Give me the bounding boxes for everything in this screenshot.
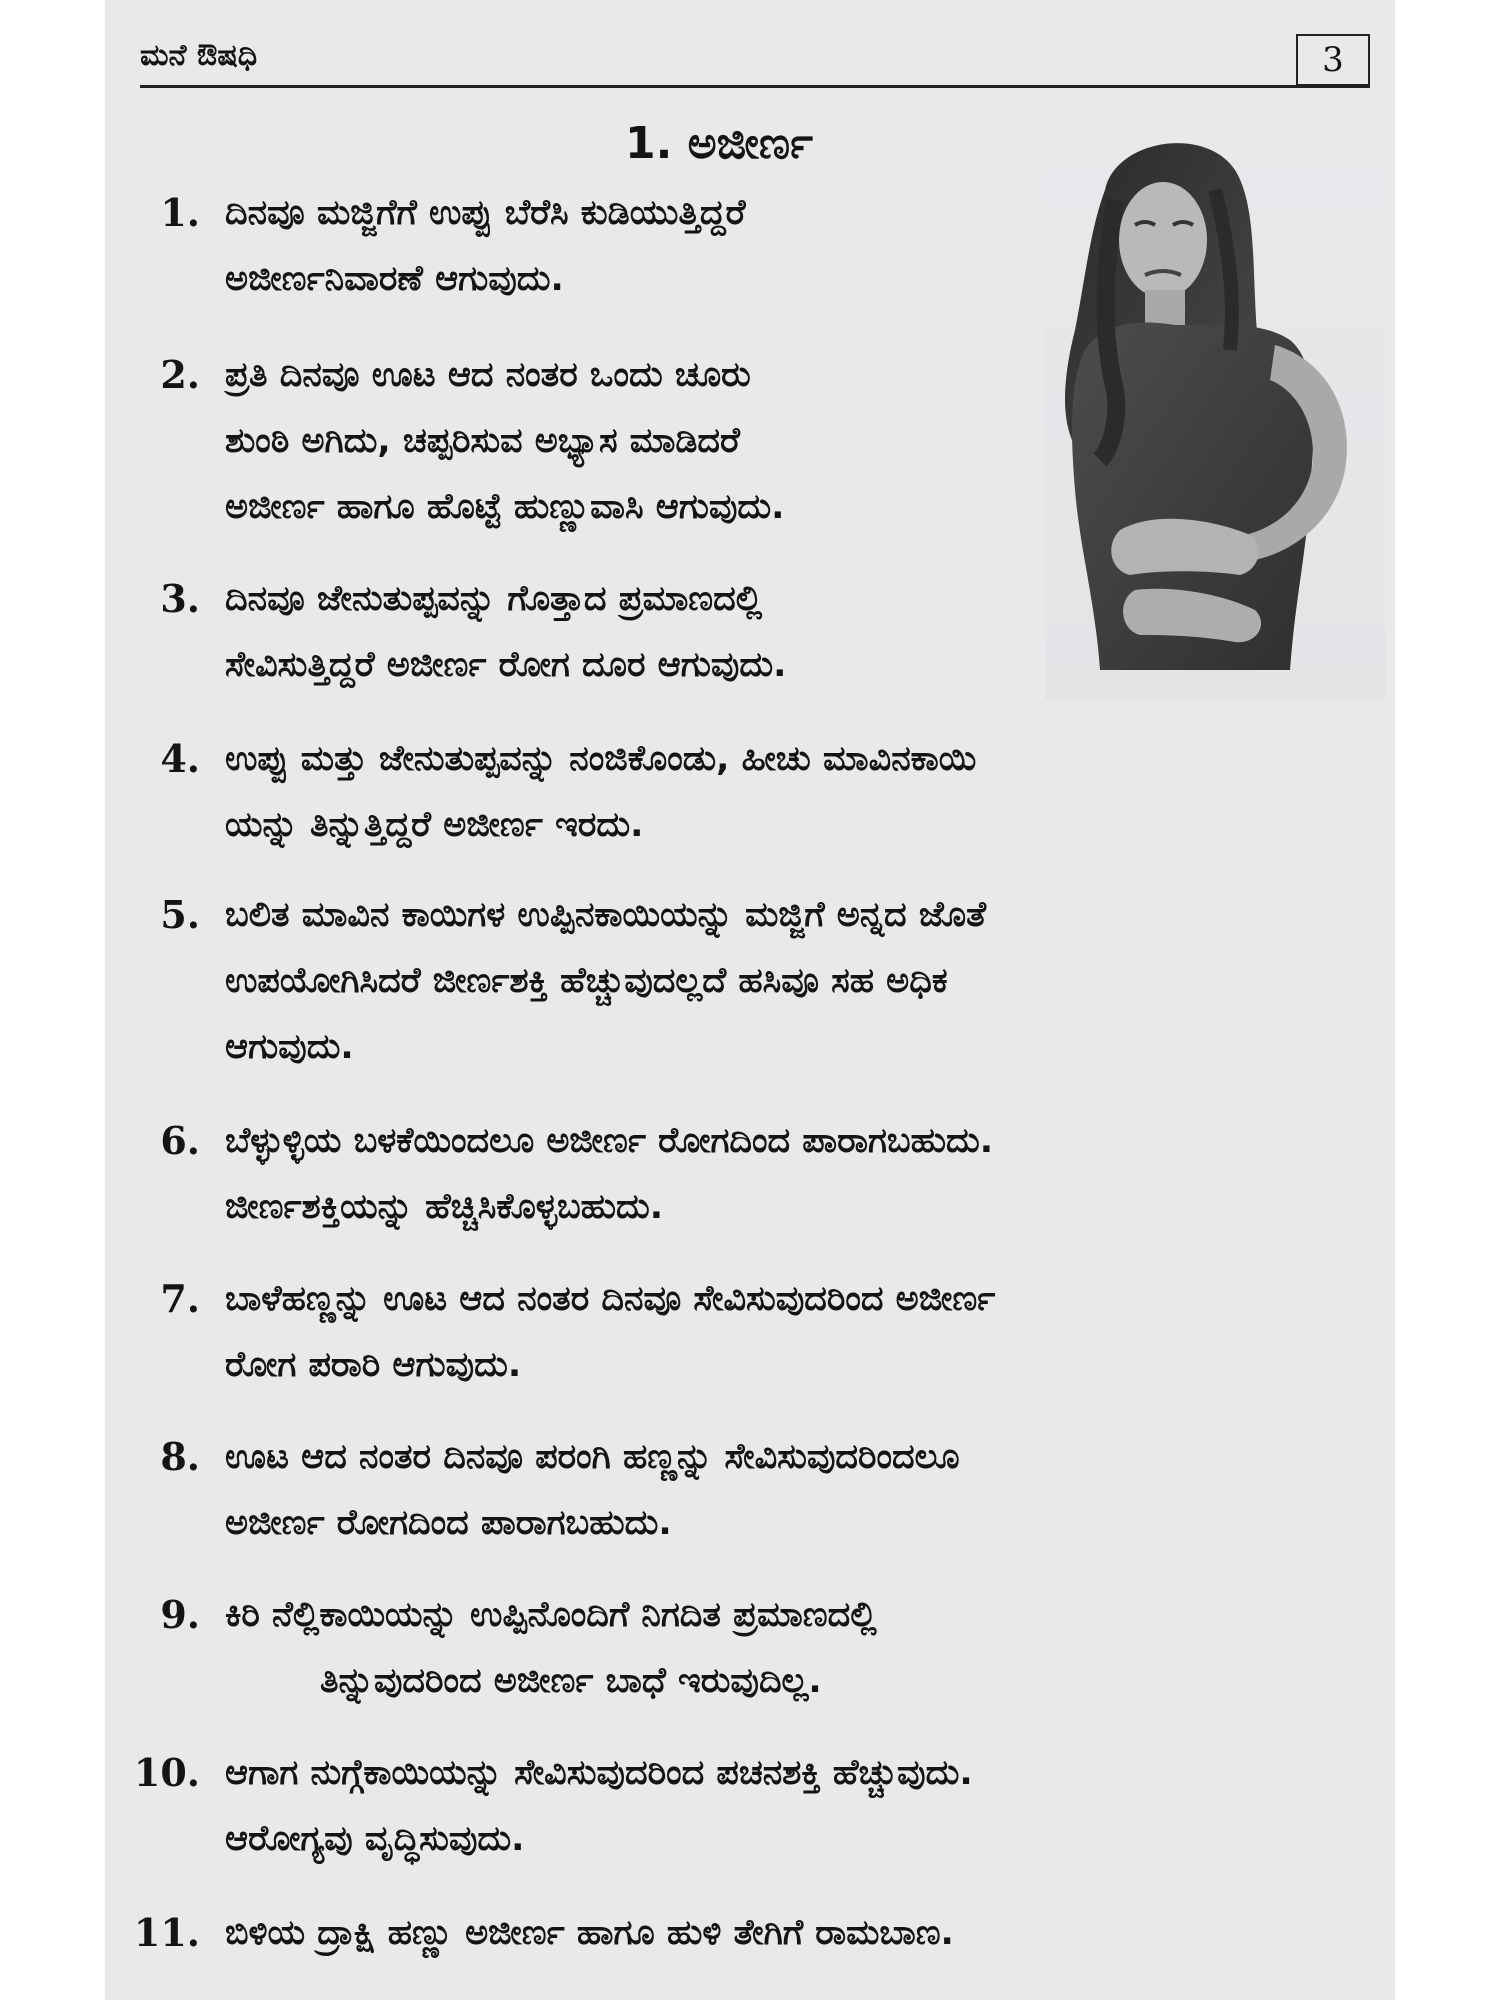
item-number: 2. — [160, 352, 200, 397]
item-text — [225, 726, 1375, 858]
item-number: 6. — [160, 1118, 200, 1163]
item-line: ಬಾಳೆಹಣ್ಣನ್ನು ಊಟ ಆದ ನಂತರ ದಿನವೂ ಸೇವಿಸುವುದರಿಂದ ಅಜೀರ್ಣ — [225, 1279, 996, 1319]
header-title: ಮನೆ ಔಷಧಿ — [140, 38, 258, 73]
item-line: ಯನ್ನು ತಿನ್ನುತ್ತಿದ್ದರೆ ಅಜೀರ್ಣ ಇರದು. — [225, 805, 644, 845]
item-line: ಪ್ರತಿ ದಿನವೂ ಊಟ ಆದ ನಂತರ ಒಂದು ಚೂರು — [225, 355, 751, 395]
item-line: ಅಜೀರ್ಣ ರೋಗದಿಂದ ಪಾರಾಗಬಹುದು. — [225, 1503, 672, 1543]
item-line: ಕಿರಿ ನೆಲ್ಲಿಕಾಯಿಯನ್ನು ಉಪ್ಪಿನೊಂದಿಗೆ ನಿಗದಿತ ಪ್ರಮಾಣದಲ್ಲಿ — [225, 1595, 877, 1635]
item-line: ಊಟ ಆದ ನಂತರ ದಿನವೂ ಪರಂಗಿ ಹಣ್ಣನ್ನು ಸೇವಿಸುವುದರಿಂದಲೂ — [225, 1437, 960, 1477]
page-number: 3 — [1296, 34, 1370, 86]
item-text — [225, 1582, 1375, 1714]
item-line: ದಿನವೂ ಜೇನುತುಪ್ಪವನ್ನು ಗೊತ್ತಾದ ಪ್ರಮಾಣದಲ್ಲಿ — [225, 579, 763, 619]
item-line: ಅಜೀರ್ಣ ಹಾಗೂ ಹೊಟ್ಟೆ ಹುಣ್ಣುವಾಸಿ ಆಗುವುದು. — [225, 487, 785, 527]
item-line: ಆಗುವುದು. — [225, 1027, 354, 1067]
item-text — [225, 566, 1055, 698]
item-line: ಜೀರ್ಣಶಕ್ತಿಯನ್ನು ಹೆಚ್ಚಿಸಿಕೊಳ್ಳಬಹುದು. — [225, 1187, 664, 1227]
stomach-ache-woman-photo — [1045, 130, 1385, 700]
item-line: ಬೆಳ್ಳುಳ್ಳಿಯ ಬಳಕೆಯಿಂದಲೂ ಅಜೀರ್ಣ ರೋಗದಿಂದ ಪಾರಾಗಬಹುದು. — [225, 1121, 994, 1161]
item-line: ಬಿಳಿಯ ದ್ರಾಕ್ಷಿ ಹಣ್ಣು ಅಜೀರ್ಣ ಹಾಗೂ ಹುಳಿ ತೇಗಿಗೆ ರಾಮಬಾಣ. — [225, 1913, 954, 1953]
item-line: ಅಜೀರ್ಣನಿವಾರಣೆ ಆಗುವುದು. — [225, 259, 564, 299]
item-number: 5. — [160, 892, 200, 937]
item-number: 10. — [133, 1750, 200, 1795]
item-line: ಶುಂಠಿ ಅಗಿದು, ಚಪ್ಪರಿಸುವ ಅಭ್ಯಾಸ ಮಾಡಿದರೆ — [225, 421, 740, 461]
item-text — [225, 1266, 1375, 1398]
item-text — [225, 1108, 1375, 1240]
item-text — [225, 1424, 1375, 1556]
item-line: ಬಲಿತ ಮಾವಿನ ಕಾಯಿಗಳ ಉಪ್ಪಿನಕಾಯಿಯನ್ನು ಮಜ್ಜಿಗೆ ಅನ್ನದ ಜೊತೆ — [225, 895, 987, 935]
item-number: 7. — [160, 1276, 200, 1321]
item-number: 3. — [160, 576, 200, 621]
item-number: 1. — [160, 190, 200, 235]
item-line: ದಿನವೂ ಮಜ್ಜಿಗೆಗೆ ಉಪ್ಪು ಬೆರೆಸಿ ಕುಡಿಯುತ್ತಿದ್ದರೆ — [225, 193, 746, 233]
running-header — [140, 30, 1370, 88]
item-number: 11. — [133, 1910, 200, 1955]
item-number: 9. — [160, 1592, 200, 1637]
item-line: ಆಗಾಗ ನುಗ್ಗೆಕಾಯಿಯನ್ನು ಸೇವಿಸುವುದರಿಂದ ಪಚನಶಕ್ತಿ ಹೆಚ್ಚುವುದು. — [225, 1753, 973, 1793]
item-number: 8. — [160, 1434, 200, 1479]
item-text — [225, 1740, 1375, 1872]
item-line: ತಿನ್ನುವುದರಿಂದ ಅಜೀರ್ಣ ಬಾಧೆ ಇರುವುದಿಲ್ಲ. — [320, 1661, 822, 1701]
item-line: ಸೇವಿಸುತ್ತಿದ್ದರೆ ಅಜೀರ್ಣ ರೋಗ ದೂರ ಆಗುವುದು. — [225, 645, 787, 685]
item-line: ಆರೋಗ್ಯವು ವೃದ್ಧಿಸುವುದು. — [225, 1819, 525, 1859]
item-line: ಉಪಯೋಗಿಸಿದರೆ ಜೀರ್ಣಶಕ್ತಿ ಹೆಚ್ಚುವುದಲ್ಲದೆ ಹಸಿವೂ ಸಹ ಅಧಿಕ — [225, 961, 948, 1001]
item-line: ಉಪ್ಪು ಮತ್ತು ಜೇನುತುಪ್ಪವನ್ನು ನಂಜಿಕೊಂಡು, ಹೀಚು ಮಾವಿನಕಾಯಿ — [225, 739, 977, 779]
item-text — [225, 342, 1055, 540]
item-text — [225, 1900, 1375, 1966]
item-text — [225, 180, 1055, 312]
chapter-title: 1. ಅಜೀರ್ಣ — [625, 118, 813, 169]
book-page — [105, 0, 1395, 2000]
item-number: 4. — [160, 736, 200, 781]
item-text — [225, 882, 1375, 1080]
item-line: ರೋಗ ಪರಾರಿ ಆಗುವುದು. — [225, 1345, 522, 1385]
